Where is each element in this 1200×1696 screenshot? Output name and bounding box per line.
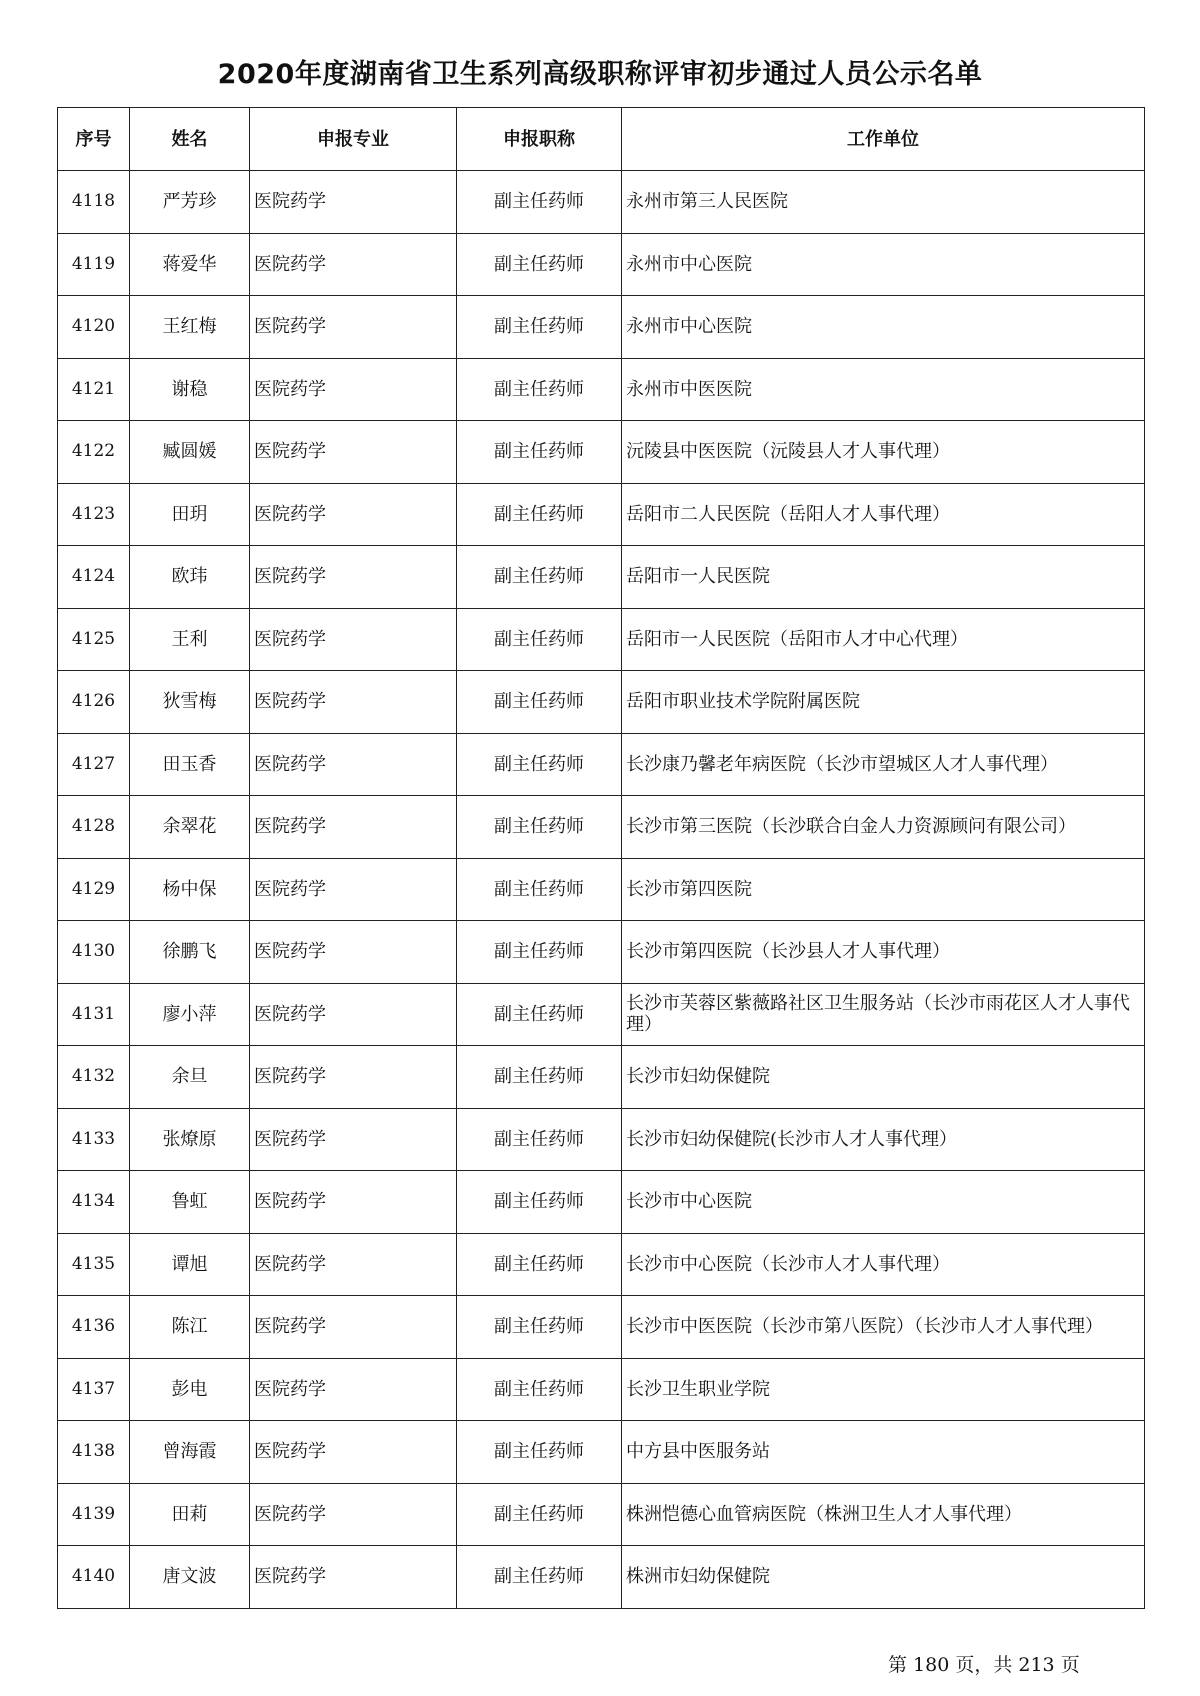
cell-job-title: 副主任药师	[457, 421, 622, 484]
table-row	[58, 483, 1145, 546]
cell-work-unit: 长沙市第四医院（长沙县人才人事代理）	[622, 921, 1145, 984]
cell-work-unit: 沅陵县中医医院（沅陵县人才人事代理）	[622, 421, 1145, 484]
cell-job-title: 副主任药师	[457, 796, 622, 859]
table-row	[58, 1233, 1145, 1296]
cell-job-title: 副主任药师	[457, 983, 622, 1046]
cell-name: 谢稳	[130, 358, 250, 421]
cell-name: 严芳珍	[130, 171, 250, 234]
cell-work-unit: 长沙康乃馨老年病医院（长沙市望城区人才人事代理）	[622, 733, 1145, 796]
table-row	[58, 171, 1145, 234]
cell-serial-number: 4127	[58, 733, 130, 796]
cell-work-unit: 长沙市芙蓉区紫薇路社区卫生服务站（长沙市雨花区人才人事代理）	[622, 983, 1145, 1046]
cell-serial-number: 4122	[58, 421, 130, 484]
cell-job-title: 副主任药师	[457, 233, 622, 296]
cell-name: 王利	[130, 608, 250, 671]
header-serial-number: 序号	[58, 108, 130, 171]
table-row	[58, 358, 1145, 421]
cell-work-unit: 永州市中医医院	[622, 358, 1145, 421]
cell-job-title: 副主任药师	[457, 858, 622, 921]
table-row	[58, 671, 1145, 734]
table-row	[58, 733, 1145, 796]
cell-serial-number: 4119	[58, 233, 130, 296]
table-row	[58, 1046, 1145, 1109]
cell-name: 狄雪梅	[130, 671, 250, 734]
cell-work-unit: 长沙卫生职业学院	[622, 1358, 1145, 1421]
cell-serial-number: 4138	[58, 1421, 130, 1484]
cell-serial-number: 4121	[58, 358, 130, 421]
cell-serial-number: 4135	[58, 1233, 130, 1296]
cell-specialty: 医院药学	[250, 1421, 457, 1484]
cell-work-unit: 永州市中心医院	[622, 233, 1145, 296]
cell-work-unit: 永州市中心医院	[622, 296, 1145, 359]
cell-specialty: 医院药学	[250, 1358, 457, 1421]
page-title: 2020年度湖南省卫生系列高级职称评审初步通过人员公示名单	[217, 59, 983, 90]
cell-work-unit: 长沙市第三医院（长沙联合白金人力资源顾问有限公司）	[622, 796, 1145, 859]
cell-work-unit: 永州市第三人民医院	[622, 171, 1145, 234]
cell-serial-number: 4120	[58, 296, 130, 359]
table-row	[58, 921, 1145, 984]
cell-name: 彭电	[130, 1358, 250, 1421]
cell-job-title: 副主任药师	[457, 171, 622, 234]
header-work-unit: 工作单位	[622, 108, 1145, 171]
cell-serial-number: 4128	[58, 796, 130, 859]
cell-job-title: 副主任药师	[457, 358, 622, 421]
cell-specialty: 医院药学	[250, 1046, 457, 1109]
cell-job-title: 副主任药师	[457, 546, 622, 609]
cell-work-unit: 长沙市中心医院（长沙市人才人事代理）	[622, 1233, 1145, 1296]
cell-job-title: 副主任药师	[457, 1296, 622, 1359]
table-row	[58, 1483, 1145, 1546]
cell-serial-number: 4132	[58, 1046, 130, 1109]
table-row	[58, 983, 1145, 1046]
cell-job-title: 副主任药师	[457, 608, 622, 671]
cell-work-unit: 岳阳市职业技术学院附属医院	[622, 671, 1145, 734]
cell-specialty: 医院药学	[250, 296, 457, 359]
cell-specialty: 医院药学	[250, 671, 457, 734]
results-table	[57, 107, 1145, 1609]
cell-specialty: 医院药学	[250, 546, 457, 609]
cell-name: 谭旭	[130, 1233, 250, 1296]
cell-name: 杨中保	[130, 858, 250, 921]
table-row	[58, 1358, 1145, 1421]
cell-specialty: 医院药学	[250, 1546, 457, 1609]
cell-specialty: 医院药学	[250, 233, 457, 296]
cell-name: 余旦	[130, 1046, 250, 1109]
cell-serial-number: 4139	[58, 1483, 130, 1546]
cell-job-title: 副主任药师	[457, 483, 622, 546]
table-row	[58, 1108, 1145, 1171]
cell-job-title: 副主任药师	[457, 671, 622, 734]
header-job-title: 申报职称	[457, 108, 622, 171]
cell-name: 田玥	[130, 483, 250, 546]
cell-serial-number: 4133	[58, 1108, 130, 1171]
cell-specialty: 医院药学	[250, 1296, 457, 1359]
cell-work-unit: 岳阳市一人民医院（岳阳市人才中心代理）	[622, 608, 1145, 671]
cell-specialty: 医院药学	[250, 983, 457, 1046]
cell-job-title: 副主任药师	[457, 1483, 622, 1546]
cell-work-unit: 长沙市中医医院（长沙市第八医院）（长沙市人才人事代理）	[622, 1296, 1145, 1359]
cell-specialty: 医院药学	[250, 1108, 457, 1171]
cell-work-unit: 长沙市妇幼保健院(长沙市人才人事代理）	[622, 1108, 1145, 1171]
table-row	[58, 1171, 1145, 1234]
cell-serial-number: 4126	[58, 671, 130, 734]
cell-serial-number: 4131	[58, 983, 130, 1046]
cell-serial-number: 4123	[58, 483, 130, 546]
table-row	[58, 233, 1145, 296]
cell-work-unit: 长沙市中心医院	[622, 1171, 1145, 1234]
cell-specialty: 医院药学	[250, 733, 457, 796]
table-row	[58, 1296, 1145, 1359]
cell-specialty: 医院药学	[250, 421, 457, 484]
cell-job-title: 副主任药师	[457, 1421, 622, 1484]
cell-name: 张燎原	[130, 1108, 250, 1171]
cell-work-unit: 长沙市第四医院	[622, 858, 1145, 921]
cell-name: 余翠花	[130, 796, 250, 859]
cell-name: 王红梅	[130, 296, 250, 359]
table-row	[58, 858, 1145, 921]
cell-name: 徐鹏飞	[130, 921, 250, 984]
cell-name: 田莉	[130, 1483, 250, 1546]
cell-name: 曾海霞	[130, 1421, 250, 1484]
cell-name: 唐文波	[130, 1546, 250, 1609]
cell-specialty: 医院药学	[250, 796, 457, 859]
cell-serial-number: 4136	[58, 1296, 130, 1359]
cell-job-title: 副主任药师	[457, 1546, 622, 1609]
cell-specialty: 医院药学	[250, 608, 457, 671]
cell-job-title: 副主任药师	[457, 1233, 622, 1296]
cell-job-title: 副主任药师	[457, 296, 622, 359]
cell-job-title: 副主任药师	[457, 1358, 622, 1421]
cell-name: 廖小萍	[130, 983, 250, 1046]
cell-work-unit: 中方县中医服务站	[622, 1421, 1145, 1484]
table-row	[58, 546, 1145, 609]
table-row	[58, 796, 1145, 859]
cell-name: 陈江	[130, 1296, 250, 1359]
cell-specialty: 医院药学	[250, 358, 457, 421]
cell-serial-number: 4130	[58, 921, 130, 984]
cell-work-unit: 岳阳市二人民医院（岳阳人才人事代理）	[622, 483, 1145, 546]
cell-serial-number: 4125	[58, 608, 130, 671]
cell-specialty: 医院药学	[250, 1171, 457, 1234]
cell-serial-number: 4134	[58, 1171, 130, 1234]
cell-name: 蒋爱华	[130, 233, 250, 296]
cell-work-unit: 岳阳市一人民医院	[622, 546, 1145, 609]
cell-specialty: 医院药学	[250, 483, 457, 546]
cell-job-title: 副主任药师	[457, 733, 622, 796]
cell-specialty: 医院药学	[250, 1483, 457, 1546]
cell-work-unit: 株洲恺德心血管病医院（株洲卫生人才人事代理）	[622, 1483, 1145, 1546]
cell-job-title: 副主任药师	[457, 921, 622, 984]
cell-serial-number: 4124	[58, 546, 130, 609]
cell-name: 田玉香	[130, 733, 250, 796]
cell-job-title: 副主任药师	[457, 1046, 622, 1109]
header-specialty: 申报专业	[250, 108, 457, 171]
cell-specialty: 医院药学	[250, 171, 457, 234]
cell-specialty: 医院药学	[250, 921, 457, 984]
table-row	[58, 608, 1145, 671]
cell-specialty: 医院药学	[250, 1233, 457, 1296]
cell-serial-number: 4129	[58, 858, 130, 921]
table-row	[58, 1546, 1145, 1609]
table-row	[58, 1421, 1145, 1484]
cell-job-title: 副主任药师	[457, 1171, 622, 1234]
cell-serial-number: 4140	[58, 1546, 130, 1609]
cell-serial-number: 4118	[58, 171, 130, 234]
cell-work-unit: 长沙市妇幼保健院	[622, 1046, 1145, 1109]
cell-work-unit: 株洲市妇幼保健院	[622, 1546, 1145, 1609]
table-header-row	[58, 108, 1145, 171]
cell-job-title: 副主任药师	[457, 1108, 622, 1171]
cell-specialty: 医院药学	[250, 858, 457, 921]
cell-name: 鲁虹	[130, 1171, 250, 1234]
header-name: 姓名	[130, 108, 250, 171]
table-row	[58, 296, 1145, 359]
cell-name: 臧圆媛	[130, 421, 250, 484]
cell-serial-number: 4137	[58, 1358, 130, 1421]
table-row	[58, 421, 1145, 484]
page-footer: 第 180 页，共 213 页	[888, 1654, 1080, 1676]
cell-name: 欧玮	[130, 546, 250, 609]
